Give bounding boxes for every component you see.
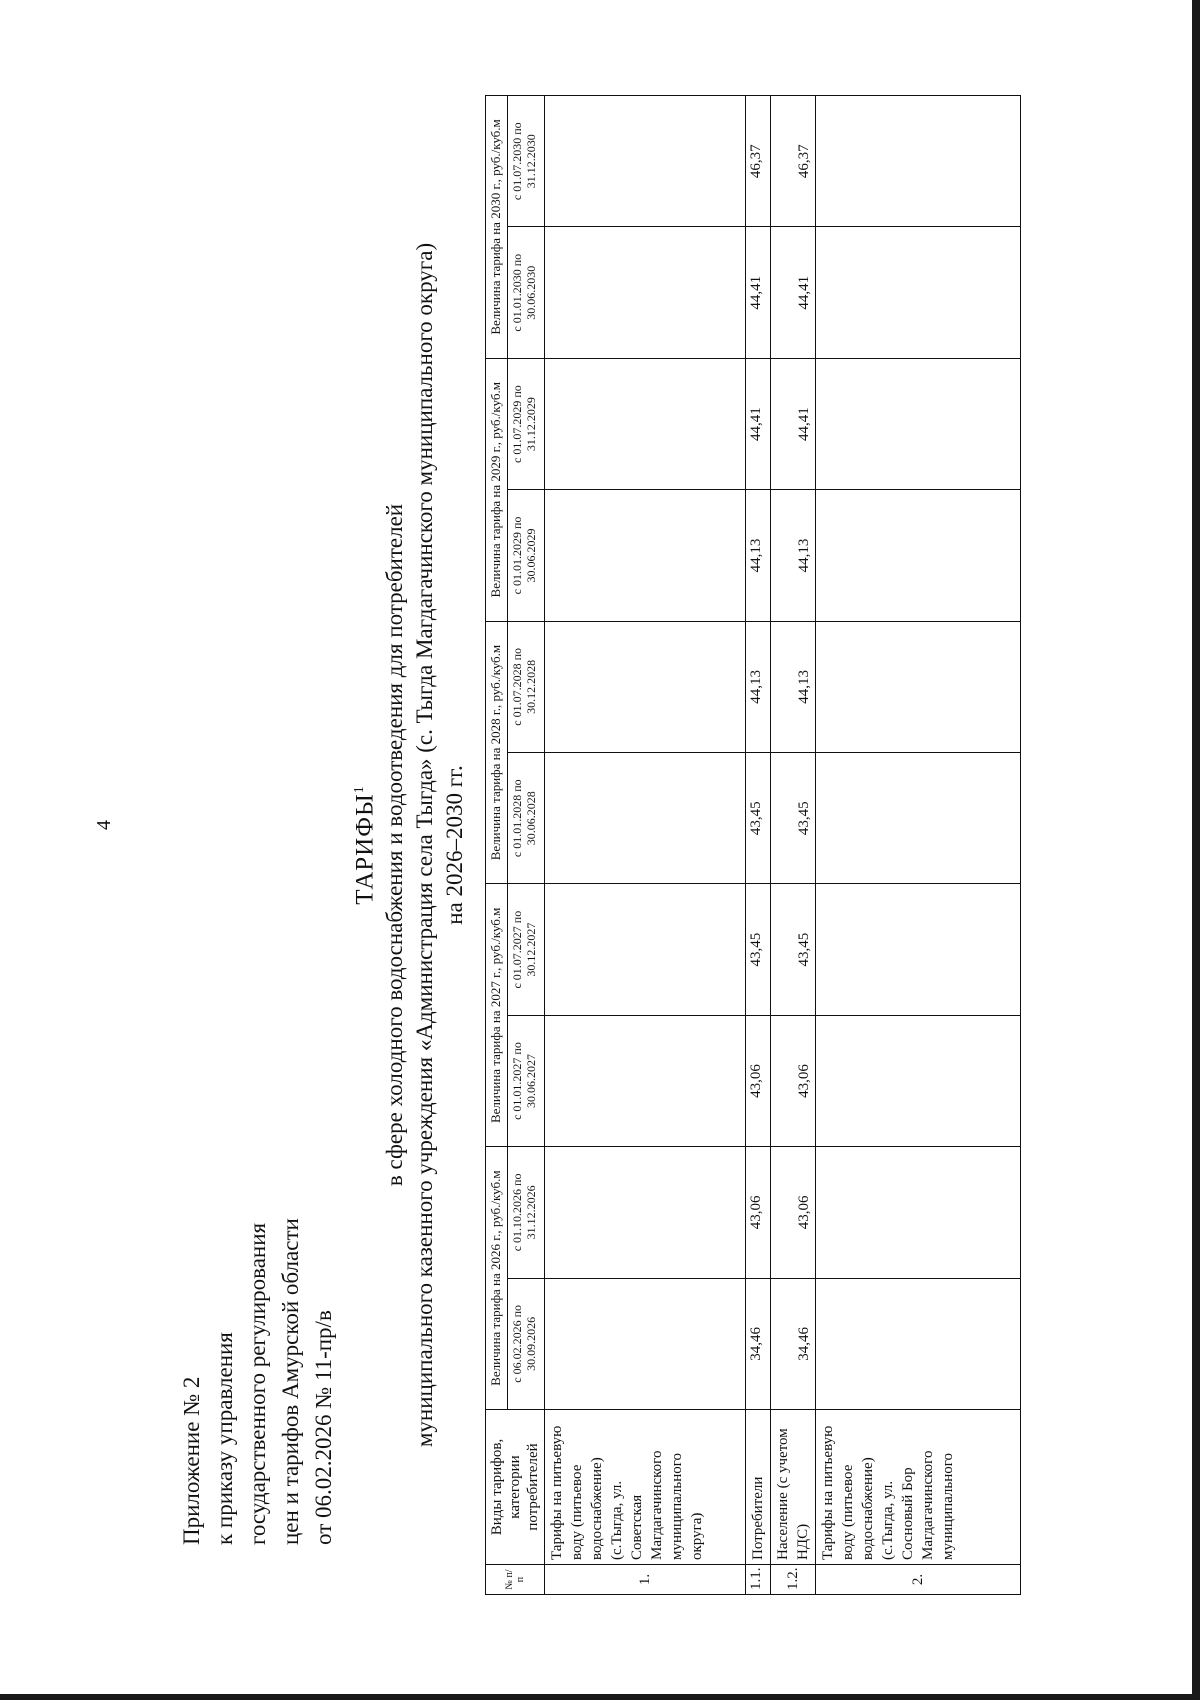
- header-year: Величина тарифа на 2028 г., руб./куб.м: [486, 621, 508, 884]
- rotated-page-content: [0, 65, 1140, 1625]
- value-cell: [545, 1015, 746, 1146]
- value-cell: 43,45: [746, 753, 771, 884]
- title-footnote-mark: 1: [352, 785, 367, 794]
- row-name: Население (с учетом НДС): [771, 1410, 816, 1565]
- value-cell: 44,13: [771, 490, 816, 621]
- header-year: Величина тарифа на 2026 г., руб./куб.м: [486, 1147, 508, 1410]
- header-num: № п/п: [486, 1565, 545, 1595]
- value-cell: 43,45: [771, 753, 816, 884]
- value-cell: 44,41: [771, 358, 816, 489]
- value-cell: [545, 621, 746, 752]
- value-cell: 43,06: [771, 1147, 816, 1278]
- appendix-line: государственного регулирования: [245, 1222, 270, 1545]
- header-year: Величина тарифа на 2027 г., руб./куб.м: [486, 884, 508, 1147]
- value-cell: [545, 753, 746, 884]
- header-period: с 01.07.2030 по 31.12.2030: [508, 96, 545, 227]
- value-cell: 43,06: [746, 1015, 771, 1146]
- value-cell: [816, 227, 1021, 358]
- page-number: 4: [93, 820, 115, 830]
- subtitle-line: на 2026–2030 гг.: [442, 765, 468, 925]
- row-name: Тарифы на питьевую воду (питьевое водоснабжение) (с.Тыгда, ул. Советская Магдагачинского муниципального округа): [545, 1410, 746, 1565]
- row-number: 1.1.: [746, 1565, 771, 1595]
- header-period: с 01.01.2028 по 30.06.2028: [508, 753, 545, 884]
- row-name: Потребители: [746, 1410, 771, 1565]
- row-number: 1.: [545, 1565, 746, 1595]
- value-cell: [545, 358, 746, 489]
- scan-edge-right: [1192, 0, 1200, 1700]
- table-row: [545, 96, 746, 1595]
- value-cell: 43,06: [771, 1015, 816, 1146]
- value-cell: 44,13: [746, 621, 771, 752]
- value-cell: [816, 490, 1021, 621]
- value-cell: 43,45: [771, 884, 816, 1015]
- value-cell: 34,46: [746, 1278, 771, 1409]
- value-cell: [816, 96, 1021, 227]
- tariff-table: [485, 95, 1021, 1595]
- header-period: с 01.01.2030 по 30.06.2030: [508, 227, 545, 358]
- value-cell: [545, 96, 746, 227]
- appendix-line: цен и тарифов Амурской области: [278, 1218, 303, 1545]
- header-period: с 01.07.2028 по 30.12.2028: [508, 621, 545, 752]
- table-row: [816, 96, 1021, 1595]
- appendix-line: Приложение № 2: [179, 1376, 204, 1545]
- header-year: Величина тарифа на 2030 г., руб./куб.м: [486, 96, 508, 359]
- value-cell: [816, 1278, 1021, 1409]
- header-period: с 01.10.2026 по 31.12.2026: [508, 1147, 545, 1278]
- value-cell: 46,37: [771, 96, 816, 227]
- value-cell: 44,41: [746, 358, 771, 489]
- header-kind: Виды тарифов, категории потребителей: [486, 1410, 545, 1565]
- value-cell: [816, 621, 1021, 752]
- value-cell: [816, 1147, 1021, 1278]
- appendix-line: к приказу управления: [212, 1332, 237, 1545]
- header-period: с 01.07.2027 по 30.12.2027: [508, 884, 545, 1015]
- value-cell: [545, 1278, 746, 1409]
- value-cell: [816, 884, 1021, 1015]
- value-cell: 44,41: [771, 227, 816, 358]
- header-period: с 01.07.2029 по 31.12.2029: [508, 358, 545, 489]
- table-period-row: [508, 96, 545, 1595]
- value-cell: [545, 1147, 746, 1278]
- header-period: с 01.01.2029 по 30.06.2029: [508, 490, 545, 621]
- value-cell: [545, 884, 746, 1015]
- value-cell: [816, 358, 1021, 489]
- table-header-row: [486, 96, 508, 1595]
- value-cell: 46,37: [746, 96, 771, 227]
- value-cell: 43,06: [746, 1147, 771, 1278]
- subtitle-line: муниципального казенного учреждения «Администрация села Тыгда» (с. Тыгда Магдагачинского муниципального округа): [412, 242, 438, 1448]
- table-row: [771, 96, 816, 1595]
- value-cell: 44,13: [746, 490, 771, 621]
- value-cell: [816, 1015, 1021, 1146]
- header-period: с 01.01.2027 по 30.06.2027: [508, 1015, 545, 1146]
- title-block: [345, 65, 470, 1625]
- subtitle-line: в сфере холодного водоснабжения и водоотведения для потребителей: [382, 503, 408, 1187]
- value-cell: [545, 490, 746, 621]
- document-title: ТАРИФЫ$^1$: [351, 785, 379, 905]
- row-name: Тарифы на питьевую воду (питьевое водоснабжение) (с.Тыгда, ул. Сосновый Бор Магдагачинского муниципального: [816, 1410, 1021, 1565]
- appendix-line: от 06.02.2026 № 11-пр/в: [311, 1310, 336, 1545]
- value-cell: 34,46: [771, 1278, 816, 1409]
- value-cell: 43,45: [746, 884, 771, 1015]
- table-row: [746, 96, 771, 1595]
- value-cell: [816, 753, 1021, 884]
- row-number: 1.2.: [771, 1565, 816, 1595]
- row-number: 2.: [816, 1565, 1021, 1595]
- value-cell: 44,13: [771, 621, 816, 752]
- value-cell: 44,41: [746, 227, 771, 358]
- header-period: с 06.02.2026 по 30.09.2026: [508, 1278, 545, 1409]
- appendix-block: [175, 1218, 340, 1545]
- header-year: Величина тарифа на 2029 г., руб./куб.м: [486, 358, 508, 621]
- value-cell: [545, 227, 746, 358]
- scan-edge-bottom: [0, 1694, 1200, 1700]
